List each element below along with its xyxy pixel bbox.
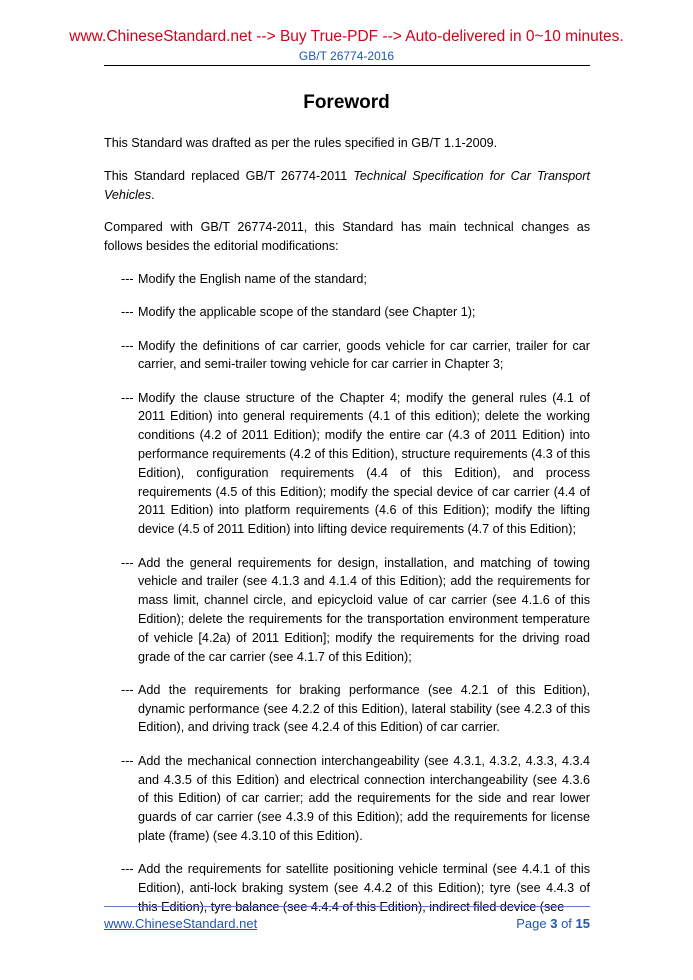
list-item — [121, 554, 590, 667]
list-item-text: Modify the definitions of car carrier, goods vehicle for car carrier, trailer for car carrier, and semi-trailer towing vehicle for car carrier in Chapter 3; — [138, 338, 590, 372]
page-title: Foreword — [303, 92, 390, 113]
list-dash: --- — [121, 338, 134, 353]
header-divider — [104, 65, 590, 66]
list-dash: --- — [121, 555, 134, 570]
list-item — [121, 389, 590, 539]
list-item — [121, 270, 590, 289]
document-body — [104, 134, 590, 931]
promo-banner[interactable]: www.ChineseStandard.net --> Buy True-PDF --> Auto-delivered in 0~10 minutes. — [69, 28, 624, 45]
replaced-text-end: . — [151, 187, 155, 202]
list-item — [121, 303, 590, 322]
paragraph-replaced-standard — [104, 167, 590, 205]
replaced-standard-title: Technical Specification for Car Transport Vehicles — [104, 168, 590, 202]
footer-divider — [104, 906, 590, 907]
document-id: GB/T 26774-2016 — [298, 49, 395, 63]
footer-site-link[interactable]: www.ChineseStandard.net — [104, 916, 258, 931]
list-item-text: Add the mechanical connection interchangeability (see 4.3.1, 4.3.2, 4.3.3, 4.3.4 and 4.3.5 of this Edition) and electrical connection interchangeability (see 4.3.6 of this Edition) of car carrier; add the requirements for the side and rear lower guards of car carrier (see 4.3.9 of this Edition); add the requirements for license plate (frame) (see 4.3.10 of this Edition). — [138, 753, 590, 843]
page-word: Page — [516, 916, 547, 931]
list-item-text: Modify the English name of the standard; — [138, 271, 367, 286]
replaced-text: This Standard replaced GB/T 26774-2011 — [104, 168, 354, 183]
list-dash: --- — [121, 271, 134, 286]
paragraph-changes-intro: Compared with GB/T 26774-2011, this Standard has main technical changes as follows besides the editorial modifications: — [104, 220, 590, 254]
list-dash: --- — [121, 862, 134, 877]
list-dash: --- — [121, 305, 134, 320]
list-item-text: Modify the applicable scope of the standard (see Chapter 1); — [138, 305, 476, 320]
list-dash: --- — [121, 390, 134, 405]
list-item — [121, 860, 590, 916]
page-current: 3 — [550, 916, 558, 931]
paragraph-drafting-rules: This Standard was drafted as per the rules specified in GB/T 1.1-2009. — [104, 136, 498, 150]
page-of: of — [561, 916, 572, 931]
list-item-text: Add the general requirements for design, installation, and matching of towing vehicle and trailer (see 4.1.3 and 4.1.4 of this Edition); add the requirements for mass limit, channel circle, and epicycloid value of car carrier (see 4.1.6 of this Edition); delete the requirements for the transportation environment temperature of vehicle [4.2a) of 2011 Edition]; modify the requirements for the driving road grade of the car carrier (see 4.1.7 of this Edition); — [138, 555, 590, 664]
list-item-text: Add the requirements for braking performance (see 4.2.1 of this Edition), dynamic performance (see 4.2.2 of this Edition), lateral stability (see 4.2.3 of this Edition), and driving track (see 4.2.4 of this Edition) of car carrier. — [138, 682, 590, 735]
list-dash: --- — [121, 682, 134, 697]
list-item-text: Add the requirements for satellite positioning vehicle terminal (see 4.4.1 of this Edition), anti-lock braking system (see 4.4.2 of this Edition); tyre (see 4.4.3 of this Edition), tyre balance (see 4.4.4 of this Edition), indirect filed device (see — [138, 862, 590, 914]
page-number — [516, 916, 590, 931]
list-item-text: Modify the clause structure of the Chapter 4; modify the general rules (4.1 of 2011 Edition) into general requirements (4.1 of this edition); delete the working conditions (4.2 of 2011 Edition); modify the entire car (4.3 of 2011 Edition) into performance requirements (4.2 of this Edition), structure requirements (4.3 of this Edition), configuration requirements (4.4 of this Edition), and process requirements (4.5 of this Edition); modify the special device of car carrier (4.4 of 2011 Edition) into platform requirements (4.6 of this Edition); modify the lifting device (4.5 of 2011 Edition) into lifting device requirements (4.7 of this Edition); — [138, 390, 590, 537]
list-item — [121, 337, 590, 375]
list-item — [121, 681, 590, 737]
list-dash: --- — [121, 753, 134, 768]
list-item — [121, 752, 590, 846]
page-total: 15 — [575, 916, 590, 931]
